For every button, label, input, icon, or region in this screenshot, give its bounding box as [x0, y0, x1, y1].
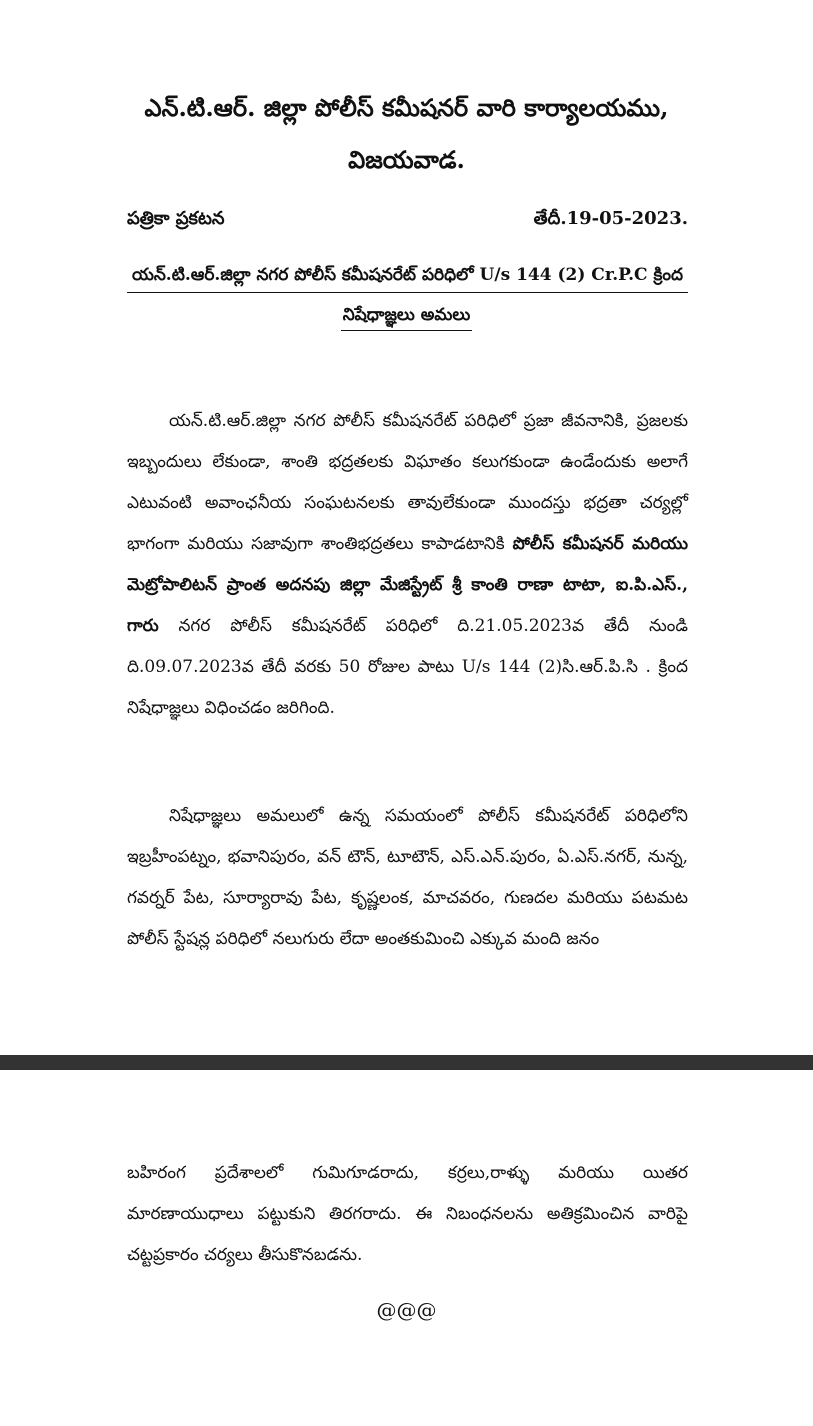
paragraph-1-text-b: నగర పోలీస్ కమీషనరేట్ పరిధిలో ది.21.05.2023వ తేదీ నుండి ది.09.07.2023వ తేదీ వరకు 50 రోజుల పాటు U/s 144 (2)సి.ఆర్.పి.సి . క్రింద నిషేధాజ్ఞలు విధించడం జరిగింది. [127, 616, 688, 718]
press-release-label: పత్రికా ప్రకటన [127, 208, 225, 229]
office-city: విజయవాడ. [348, 145, 465, 174]
subject-line-2: నిషేధాజ్ఞలు అమలు [341, 300, 473, 331]
subject-line-2-wrap [0, 300, 813, 331]
paragraph-3: బహిరంగ ప్రదేశాలలో గుమిగూడరాదు, కర్రలు,రాళ్ళు మరియు యితర మారణాయుధాలు పట్టుకుని తిరగరాదు. ఈ నిబంధనలను అతిక్రమించిన వారిపై చట్టప్రకారం చర్యలు తీసుకొనబడను. [127, 1163, 688, 1265]
subject-line-1: యన్.టి.ఆర్.జిల్లా నగర పోలీస్ కమీషనరేట్ పరిధిలో U/s 144 (2) Cr.P.C క్రింద [127, 258, 688, 293]
commissioner-name: పోలీస్ కమీషనర్ మరియు మెట్రోపాలిటన్ ప్రాంత అదనపు జిల్లా మేజిస్ట్రేట్ శ్రీ కాంతి రాణా టాటా, ఐ.పి.ఎస్., గారు [127, 534, 688, 636]
end-mark: @@@ [376, 1298, 437, 1322]
paragraph-1-text-a: యన్.టి.ఆర్.జిల్లా నగర పోలీస్ కమీషనరేట్ పరిధిలో ప్రజా జీవనానికి, ప్రజలకు ఇబ్బందులు లేకుండా, శాంతి భద్రతలకు విఘాతం కలుగకుండా ఉండేందుకు అలాగే ఎటువంటి అవాంఛనీయ సంఘటనలకు తావులేకుండా ముందస్తు భద్రతా చర్యల్లో భాగంగా మరియు సజావుగా శాంతిభద్రతలు కాపాడటానికి [127, 411, 688, 554]
release-meta [127, 206, 688, 232]
page-divider [0, 1055, 813, 1070]
paragraph-1 [127, 401, 688, 729]
paragraph-2: నిషేధాజ్ఞలు అమలులో ఉన్న సమయంలో పోలీస్ కమీషనరేట్ పరిధిలోని ఇబ్రహీంపట్నం, భవానిపురం, వన్ టౌన్, టూటౌన్, ఎస్.ఎన్.పురం, ఏ.ఎస్.నగర్, నున్న, గవర్నర్ పేట, సూర్యారావు పేట, కృష్ణలంక, మాచవరం, గుణదల మరియు పటమట పోలీస్ స్టేషన్ల పరిధిలో నలుగురు లేదా అంతకుమించి ఎక్కువ మంది జనం [127, 806, 688, 949]
release-date: తేదీ.19-05-2023. [533, 208, 688, 229]
office-title: ఎన్.టి.ఆర్. జిల్లా పోలీస్ కమీషనర్ వారి కార్యాలయము, [144, 93, 669, 122]
